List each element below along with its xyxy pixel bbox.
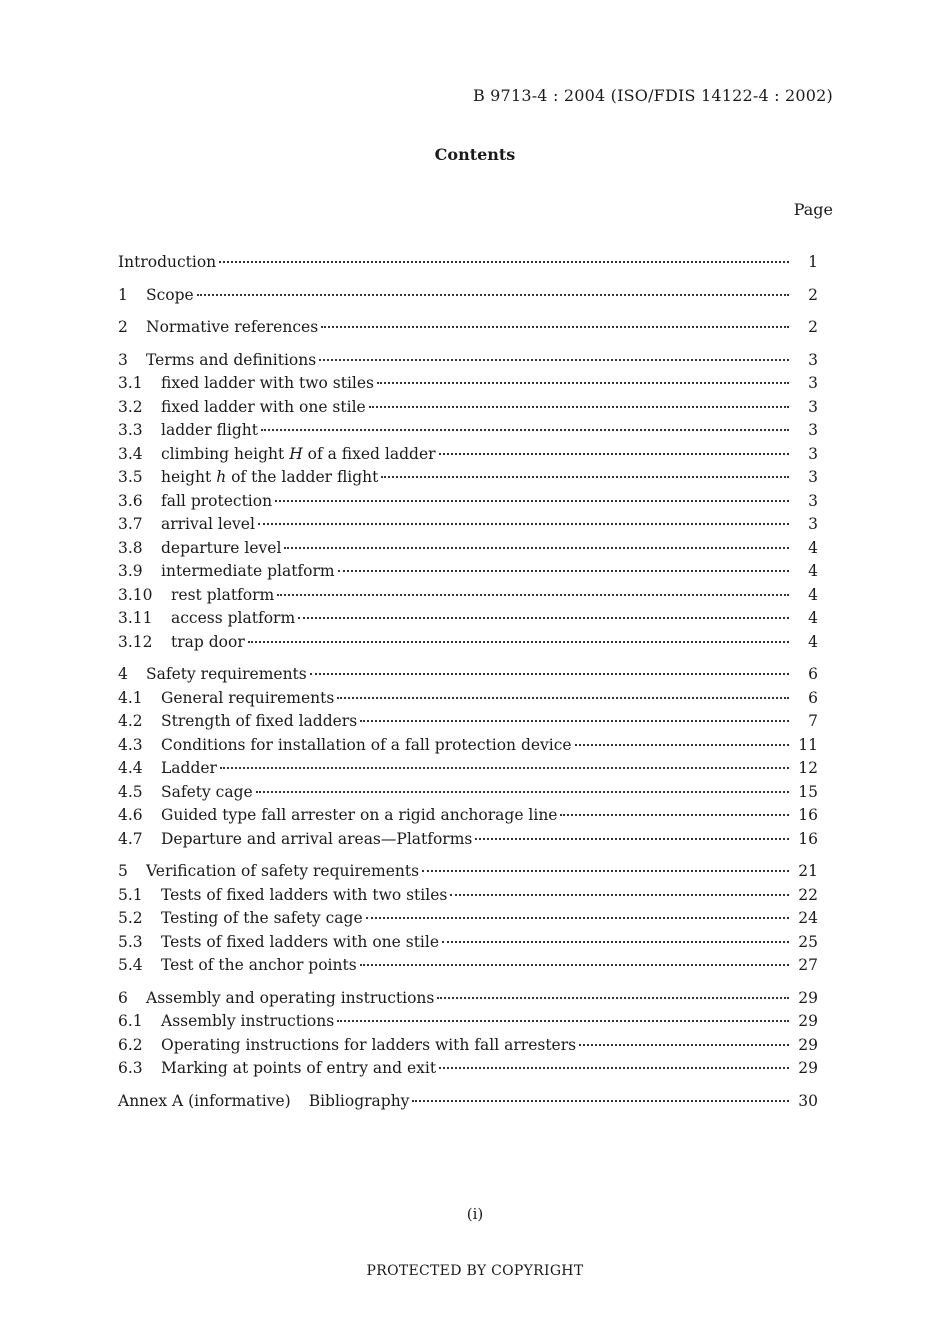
- leader-dots: [360, 719, 789, 722]
- leader-dots: [298, 616, 789, 619]
- leader-dots: [450, 893, 789, 896]
- toc-title: Test of the anchor points: [161, 956, 357, 974]
- toc-page: 3: [808, 515, 818, 533]
- toc-number: 3: [118, 350, 128, 369]
- toc-number: 3.2: [118, 397, 143, 416]
- toc-number: 5.1: [118, 885, 143, 904]
- toc-entry[interactable]: [118, 284, 818, 308]
- toc-title: height h of the ladder flight: [161, 468, 379, 486]
- copyright-notice: PROTECTED BY COPYRIGHT: [366, 1263, 584, 1279]
- leader-dots: [439, 1066, 789, 1069]
- leader-dots: [369, 405, 789, 408]
- toc-entry[interactable]: [118, 631, 818, 655]
- toc-number: 5.3: [118, 932, 143, 951]
- toc-entry[interactable]: [118, 1034, 818, 1058]
- toc-number: 4.3: [118, 735, 143, 754]
- toc-title: fixed ladder with two stiles: [161, 374, 374, 392]
- toc-title: trap door: [171, 632, 245, 651]
- toc-page: 1: [808, 253, 818, 271]
- toc-title: Ladder: [161, 759, 217, 777]
- toc-entry[interactable]: [118, 710, 818, 734]
- toc-entry[interactable]: [118, 1057, 818, 1081]
- toc-number: 6.3: [118, 1059, 143, 1077]
- leader-dots: [310, 672, 789, 675]
- toc-page: 29: [798, 988, 818, 1007]
- toc-title: Bibliography: [308, 1091, 410, 1110]
- toc-page: 6: [808, 688, 818, 707]
- toc-entry[interactable]: [118, 907, 818, 931]
- leader-dots: [319, 358, 789, 361]
- leader-dots: [248, 640, 789, 643]
- toc-page: 25: [798, 932, 818, 951]
- toc-number: 3.12: [118, 632, 153, 651]
- toc-number: 2: [118, 318, 128, 336]
- toc-page: 16: [798, 806, 818, 824]
- toc-page: 3: [808, 350, 818, 369]
- leader-dots: [437, 996, 789, 999]
- toc-title: Normative references: [146, 318, 319, 336]
- leader-dots: [366, 916, 789, 919]
- toc-title: Marking at points of entry and exit: [161, 1059, 437, 1077]
- toc-entry[interactable]: [118, 607, 818, 631]
- leader-dots: [261, 428, 789, 431]
- toc-page: 24: [798, 909, 818, 927]
- toc-number: 1: [118, 285, 128, 304]
- toc-title: Assembly and operating instructions: [146, 988, 435, 1007]
- toc-page: 11: [798, 735, 818, 754]
- toc-title: Operating instructions for ladders with fall arresters: [161, 1035, 577, 1054]
- toc-title: Assembly instructions: [161, 1012, 335, 1030]
- leader-dots: [275, 499, 789, 502]
- toc-number: 3.11: [118, 609, 153, 627]
- toc-title: Testing of the safety cage: [161, 909, 363, 927]
- leader-dots: [381, 475, 789, 478]
- toc-title: Tests of fixed ladders with one stile: [161, 932, 440, 951]
- toc-number: 5.4: [118, 956, 143, 974]
- toc-number: 4.7: [118, 829, 143, 848]
- toc-title: Safety cage: [161, 782, 253, 801]
- toc-number: 4.1: [118, 688, 143, 707]
- toc-entry[interactable]: [118, 443, 818, 467]
- toc-entry[interactable]: [118, 687, 818, 711]
- toc-title: Guided type fall arrester on a rigid anchorage line: [161, 806, 558, 824]
- leader-dots: [575, 743, 789, 746]
- toc-title: Introduction: [118, 253, 217, 271]
- toc-entry-annex[interactable]: [118, 1090, 818, 1114]
- toc-entry[interactable]: [118, 954, 818, 978]
- toc-entry[interactable]: [118, 372, 818, 396]
- leader-dots: [442, 940, 789, 943]
- leader-dots: [256, 790, 789, 793]
- toc-page: 2: [808, 318, 818, 336]
- toc-page: 3: [808, 397, 818, 416]
- toc-entry[interactable]: [118, 349, 818, 373]
- toc-entry[interactable]: [118, 537, 818, 561]
- leader-dots: [560, 813, 789, 816]
- toc-title: ladder flight: [161, 421, 258, 439]
- leader-dots: [337, 1019, 789, 1022]
- table-of-contents: [118, 251, 818, 1113]
- toc-page: 7: [808, 712, 818, 730]
- toc-title: Departure and arrival areas—Platforms: [161, 829, 473, 848]
- toc-number: 3.10: [118, 585, 153, 604]
- toc-page: 4: [808, 538, 818, 557]
- toc-number: 3.7: [118, 515, 143, 533]
- toc-entry[interactable]: [118, 734, 818, 758]
- toc-title: General requirements: [161, 688, 335, 707]
- toc-number: 4.2: [118, 712, 143, 730]
- toc-title: Scope: [146, 285, 194, 304]
- toc-entry[interactable]: [118, 987, 818, 1011]
- toc-page: 21: [798, 862, 818, 880]
- leader-dots: [377, 381, 789, 384]
- toc-number: 4: [118, 665, 128, 683]
- leader-dots: [579, 1043, 789, 1046]
- toc-entry[interactable]: [118, 860, 818, 884]
- toc-number: 3.5: [118, 468, 143, 486]
- page-column-label: Page: [793, 200, 833, 219]
- toc-page: 2: [808, 285, 818, 304]
- leader-dots: [197, 293, 789, 296]
- leader-dots: [277, 593, 789, 596]
- toc-page: 4: [808, 562, 818, 580]
- toc-page: 12: [798, 759, 818, 777]
- toc-page: 4: [808, 609, 818, 627]
- toc-number: 6.1: [118, 1012, 143, 1030]
- toc-entry[interactable]: [118, 804, 818, 828]
- toc-title: fixed ladder with one stile: [161, 397, 366, 416]
- toc-entry[interactable]: [118, 560, 818, 584]
- toc-entry[interactable]: [118, 316, 818, 340]
- toc-entry[interactable]: [118, 757, 818, 781]
- leader-dots: [220, 766, 789, 769]
- leader-dots: [360, 963, 789, 966]
- toc-page: 6: [808, 665, 818, 683]
- toc-entry[interactable]: [118, 466, 818, 490]
- toc-page: 4: [808, 585, 818, 604]
- toc-number: 3.1: [118, 374, 143, 392]
- toc-number: Annex A (informative): [118, 1091, 291, 1110]
- leader-dots: [422, 869, 789, 872]
- toc-title: rest platform: [171, 585, 275, 604]
- toc-title: access platform: [171, 609, 296, 627]
- toc-page: 3: [808, 468, 818, 486]
- leader-dots: [258, 522, 789, 525]
- toc-number: 4.4: [118, 759, 143, 777]
- toc-title: Verification of safety requirements: [146, 862, 420, 880]
- toc-page: 29: [798, 1035, 818, 1054]
- toc-entry[interactable]: [118, 584, 818, 608]
- leader-dots: [475, 837, 789, 840]
- toc-entry[interactable]: [118, 490, 818, 514]
- page-number: (i): [466, 1205, 484, 1223]
- toc-entry[interactable]: [118, 419, 818, 443]
- toc-entry[interactable]: [118, 828, 818, 852]
- toc-entry[interactable]: [118, 781, 818, 805]
- toc-page: 27: [798, 956, 818, 974]
- leader-dots: [219, 260, 789, 263]
- toc-title: Conditions for installation of a fall protection device: [161, 735, 572, 754]
- toc-page: 3: [808, 421, 818, 439]
- toc-entry[interactable]: [118, 396, 818, 420]
- toc-page: 29: [798, 1012, 818, 1030]
- toc-entry[interactable]: [118, 663, 818, 687]
- toc-title: intermediate platform: [161, 562, 335, 580]
- toc-page: 3: [808, 491, 818, 510]
- toc-title: Tests of fixed ladders with two stiles: [161, 885, 448, 904]
- toc-page: 29: [798, 1059, 818, 1077]
- toc-title: Safety requirements: [146, 665, 307, 683]
- leader-dots: [412, 1099, 789, 1102]
- leader-dots: [337, 696, 789, 699]
- toc-title: Terms and definitions: [146, 350, 317, 369]
- toc-entry[interactable]: [118, 1010, 818, 1034]
- toc-page: 30: [798, 1091, 818, 1110]
- toc-title: climbing height H of a fixed ladder: [161, 444, 436, 463]
- toc-entry[interactable]: [118, 931, 818, 955]
- toc-number: 6: [118, 988, 128, 1007]
- toc-page: 15: [798, 782, 818, 801]
- leader-dots: [338, 569, 789, 572]
- toc-title: departure level: [161, 538, 282, 557]
- leader-dots: [439, 452, 789, 455]
- toc-page: 3: [808, 444, 818, 463]
- toc-number: 5.2: [118, 909, 143, 927]
- toc-number: 3.6: [118, 491, 143, 510]
- leader-dots: [321, 325, 789, 328]
- toc-number: 4.6: [118, 806, 143, 824]
- toc-title: arrival level: [161, 515, 255, 533]
- toc-number: 3.3: [118, 421, 143, 439]
- page-title: Contents: [434, 145, 516, 164]
- toc-page: 3: [808, 374, 818, 392]
- toc-number: 4.5: [118, 782, 143, 801]
- leader-dots: [284, 546, 789, 549]
- toc-number: 3.4: [118, 444, 143, 463]
- toc-entry[interactable]: [118, 251, 818, 275]
- toc-page: 16: [798, 829, 818, 848]
- toc-page: 22: [798, 885, 818, 904]
- toc-number: 5: [118, 862, 128, 880]
- toc-page: 4: [808, 632, 818, 651]
- toc-title: Strength of fixed ladders: [161, 712, 358, 730]
- document-id-header: B 9713-4 : 2004 (ISO/FDIS 14122-4 : 2002): [472, 86, 833, 105]
- toc-title: fall protection: [161, 491, 273, 510]
- toc-entry[interactable]: [118, 884, 818, 908]
- toc-entry[interactable]: [118, 513, 818, 537]
- toc-number: 3.9: [118, 562, 143, 580]
- toc-number: 6.2: [118, 1035, 143, 1054]
- toc-number: 3.8: [118, 538, 143, 557]
